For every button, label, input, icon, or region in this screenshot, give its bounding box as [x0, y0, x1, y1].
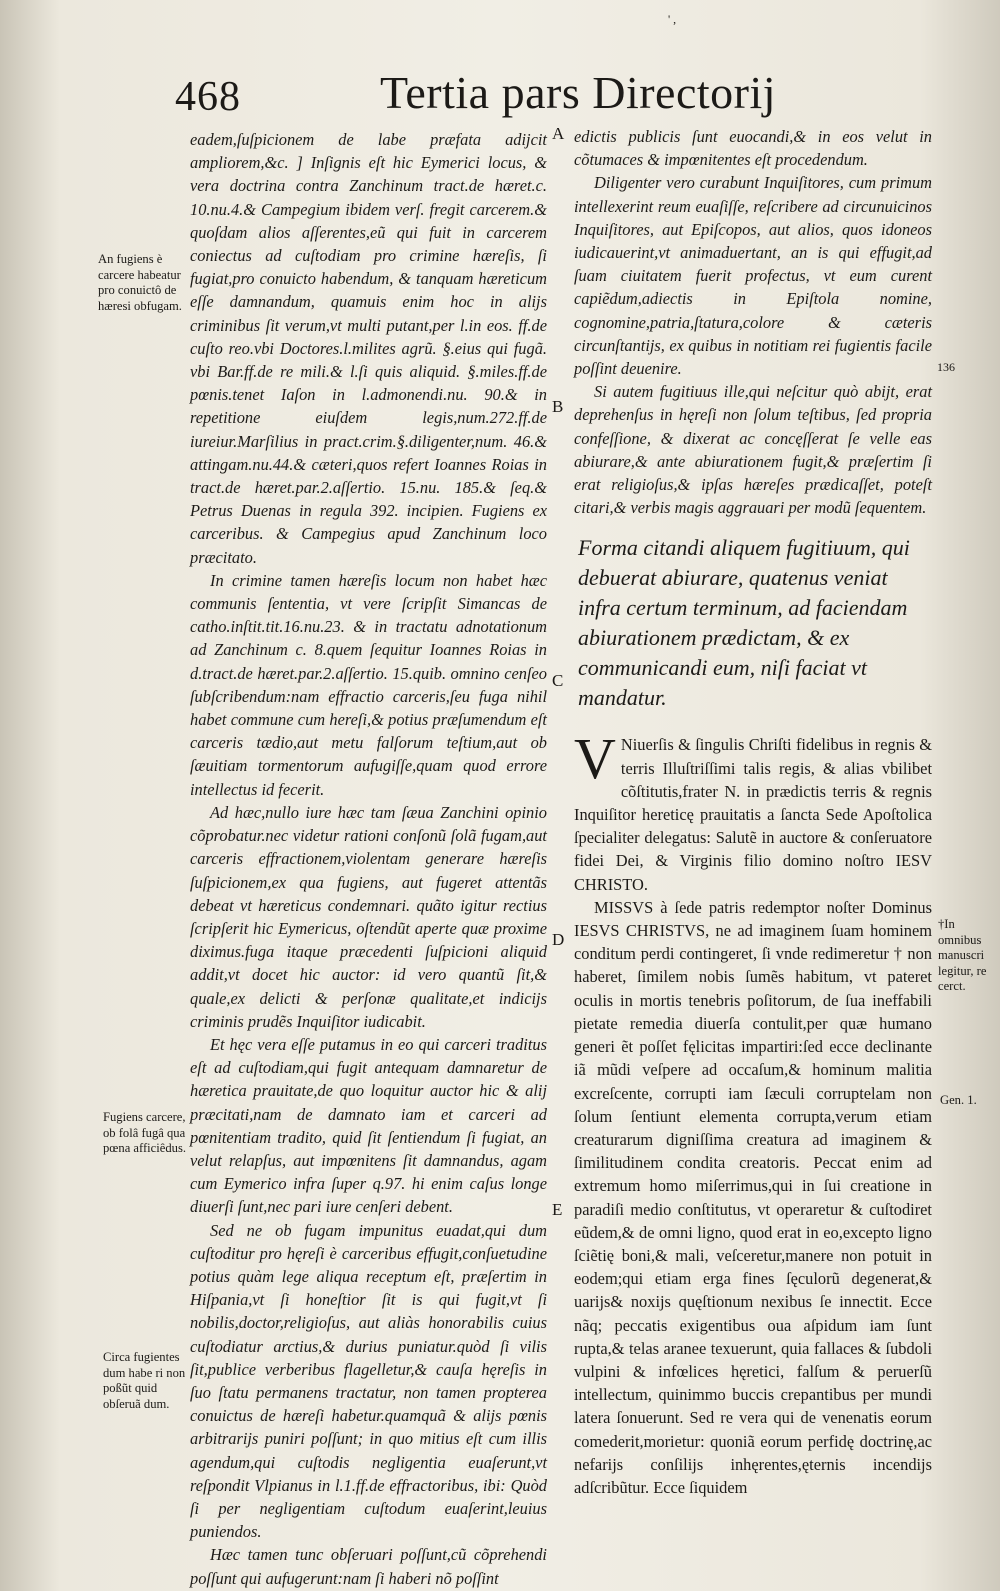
- left-paragraph-2: In crimine tamen hæreſis locum non habet hæc communis ſententia, vt vere ſcripſit Simancas de catho.inſtit.tit.16.nu.23. & in tractatu adnotationum ad Zanchinum c. 8.quem ſequitur Ioannes Roias in d.tract.de hæret.par.2.aſſertio. 15.quib. omnino cenſeo ſubſcribendum:nam effractio carceris,ſeu fuga nihil habet commune cum hereſi,& potius præſumendum eſt carceris tædio,aut metu falſorum teſtium,aut ob ſæuitiam tormentorum aufugiſſe,quam quod errore intellectus id fecerit.: [190, 570, 547, 799]
- right-paragraph-1: edictis publicis ſunt euocandi,& in eos velut in cõtumaces & impœnitentes eſt procedendum.: [574, 127, 932, 170]
- margin-note-fugiens-haereticus: An fugiens è carcere habeatur pro conuictô de hæresi obfugam.: [98, 252, 182, 313]
- section-letter-b: B: [552, 397, 564, 416]
- margin-note-manuscripts: †In omnibus manuscri legitur, re cerct.: [938, 917, 987, 994]
- margin-note-circa-fugientes: Circa fugientes dum habe ri non poßũt quid obſeruã dum.: [103, 1350, 186, 1411]
- form-paragraph-1: [574, 726, 932, 895]
- section-letter-a: A: [552, 124, 565, 143]
- right-paragraph-3: Si autem fugitiuus ille,qui neſcitur quò abijt, erat deprehenſus in hęreſi non ſolum teſtibus, ſed propria confeſſione, & dixerat ac concęſſerat ſe velle eas abiurare,& ante abiurationem fugit,& præſertim ſi erat religioſus,& ipſas hæreſes prædicaſſet, poteſt citari,& verbis magis aggrauari per modũ ſequentem.: [574, 382, 932, 518]
- right-column: [574, 125, 932, 1499]
- section-letter-c: C: [552, 671, 564, 690]
- left-paragraph-3: Ad hæc,nullo iure hæc tam ſæua Zanchini opinio cõprobatur.nec videtur rationi conſonũ ſolã fugam,aut carceris effractionem,violentam generare hæreſis ſuſpicionem,ex qua fugiens, aut fugeret attentãs debeat vt hæreticus condemnari. quãto igitur rectius ſcripſerit hic Eymericus, oſtendũt aperte quæ proxime diximus.fuga itaque præcedenti ſuſpicioni aliquid addit,vt docet hic auctor: id vero quantũ ſit,& quale,ex delicti & perſonæ qualitate,et indicijs criminis prudẽs Inquiſitor iudicabit.: [190, 802, 547, 1031]
- right-paragraph-2: Diligenter vero curabunt Inquiſitores, cum primum intellexerint reum euaſiſſe, reſcribere ad circunuicinos Inquiſitores, aut Epiſcopos, aut alios, quos idoneos iudicauerint,vt animaduertant, an is qui effugit,ad ſuam ciuitatem fuerit profectus, vt eum curent capiẽdum,adiectis in Epiſtola nomine, cognomine,patria,ſtatura,colore & cæteris circunſtantijs, ex quibus in notitiam rei fugientis facile poſſint deuenire.: [574, 173, 932, 379]
- margin-note-fugiens-poena: Fugiens carcere, ob folâ fugâ qua pœna afficiêdus.: [103, 1110, 186, 1156]
- form-paragraph-2: MISSVS à ſede patris redemptor noſter Dominus IESVS CHRISTVS, ne ad imaginem ſuam hominem conditum perdi contingeret, ſi vnde redimeretur † non haberet, ſimilem nobis ſumẽs habitum, vt pateret oculis in mortis tenebris poſitorum, de ſua ineffabili pietate remedia diuerſa contulit,per quæ humano generi ẽt poſſet fęlicitas impartiri:ſed ecce declinante iã mũdi veſpere ad occaſum,& hominum malitia excreſcente, corrupti iam ſæculi corruptelam non ſolum ſentiunt elementa corrupta,verum etiam creaturarum digniſſima creatura ad imaginem & ſimilitudinem condita creatoris. Peccat enim ad extremum homo miſerrimus,qui in ſui creatione in paradiſi medio conſtitutus, vt operaretur & cuſtodiret eũdem,& de omni ligno, quod erat in eo,excepto ligno ſciẽtię boni,& mali, veſceretur,manere non potuit in eodem;qui etiam erga fines ſęculorũ degenerat,& uarijs& noxijs quęſtionum nexibus ſe innectit. Ecce nãq; peccatis exigentibus oua aſpidum iam ſunt rupta,& telas aranee texuerunt, quia fallaces & ſubdoli vulpini & infœlices hęretici, falſum & peruerſũ intellectum, quinimmo buccis crepantibus per mundi latera ſonuerunt. Sed re vera qui de venenatis eorum comederit,morietur: quoniã eorum perfidę doctrinę,ac nefarijs conſilijs inhęrentes,ęternis incendijs adſcribũtur. Ecce ſiquidem: [574, 897, 932, 1497]
- running-title: Tertia pars Directorij: [380, 67, 777, 118]
- section-letter-e: E: [552, 1200, 563, 1219]
- drop-cap: V: [574, 726, 616, 792]
- form-heading: Forma citandi aliquem fugitiuum, qui debuerat abiurare, quatenus veniat infra certum terminum, ad faciendam abiurationem prædictam, & ex communicandi eum, niſi faciat vt mandatur.: [578, 535, 910, 711]
- right-margin-number: 136: [937, 360, 955, 374]
- margin-note-genesis: Gen. 1.: [940, 1093, 977, 1107]
- page-number: 468: [175, 74, 241, 120]
- top-mark: ' ,: [668, 12, 677, 26]
- left-paragraph-6: Hæc tamen tunc obſeruari poſſunt,cũ cõprehendi poſſunt qui aufugerunt:nam ſi haberi nõ poſſint: [190, 1545, 547, 1588]
- left-paragraph-4: Et hęc vera eſſe putamus in eo qui carceri traditus eſt ad cuſtodiam,qui fugit antequam damnaretur de hæretica prauitate,de quo loquitur auctor hic & alij præcitati,nam de damnato iam et carceri ad pœnitentiam tradito, quid ſit ſentiendum ſi fugiat, an velut relapſus, aut impœnitens ſit damnandus, agam cum Eymerico infra ſuper q.97. hi enim caſus longe diuerſi ſunt,nec pari iure cenſeri debent.: [190, 1034, 547, 1217]
- left-paragraph-1: eadem,ſuſpicionem de labe præfata adijcit ampliorem,&c. ] Inſignis eſt hic Eymerici locus, & vera doctrina contra Zanchinum tract.de hæret.c. 10.nu.4.& Campegium ibidem verſ. fregit carcerem.& quoſdam alios aſſerentes,eũ qui fuit in carcerem coniectus ad cuſtodiam pro crimine hæreſis, ſi fugiat,pro conuicto habendum, & tanquam hæreticum eſſe damnandum, quamuis enim hoc in alijs criminibus ſit verum,vt multi putant,per l.in eos. ff.de cuſto reo.vbi Doctores.l.milites agrũ. §.eius qui fugã. vbi Bar.ff.de re mili.& l.ſi quis aliquid. §.miles.ff.de pœnis.tenet Iaſon in l.admonendi.nu. 90.& in repetitione eiuſdem legis,num.272.ff.de iureiur.Marſilius in pract.crim.§.diligenter,num. 46.& attingam.nu.44.& cæteri,quos refert Ioannes Roias in tract.de hæret.par.2.aſſertio. 15.nu. 185.& ſeq.& Petrus Duenas in regula 392. incipien. Fugiens ex carceribus. & Campegius apud Zanchinum loco præcitato.: [190, 130, 547, 567]
- left-paragraph-5: Sed ne ob fugam impunitus euadat,qui dum cuſtoditur pro hęreſi è carceribus effugit,conſuetudine potius quàm lege aliqua receptum eſt, præſertim in Hiſpania,vt ſi honeſtior ſit is qui fugit,vt ſi nobilis,doctor,religioſus, aut aliàs honorabilis cuius cuſtodiatur arctius,& durius puniatur.quòd ſi vilis ſit,publice verberibus flagelletur,& cauſa hęreſis in ſuo ſtatu permanens tractatur, non tamen propterea conuictus de hæreſi habetur.quamquã & alijs pœnis arbitrarijs puniri poſſunt; in quo mitius eſt cum illis agendum,qui cuſtodis negligentia euaſerunt,vt reſpondit Vlpianus in l.1.ff.de effractoribus, ibi: Quòd ſi per negligentiam cuſtodum euaſerint,leuius puniendos.: [190, 1220, 547, 1542]
- form-paragraph-1-text: Niuerſis & ſingulis Chriſti fidelibus in regnis & terris Illuſtriſſimi talis regis, & alias vbilibet cõſtitutis,frater N. in prædictis terris & regnis Inquiſitor hereticę prauitatis a ſancta Sede Apoſtolica ſpecialiter delegatus: Salutẽ in auctore & conſeruatore fidei Dei, & Virginis filio domino noſtro IESV CHRISTO.: [574, 735, 932, 894]
- section-letter-d: D: [552, 930, 565, 949]
- left-column: [190, 128, 547, 1590]
